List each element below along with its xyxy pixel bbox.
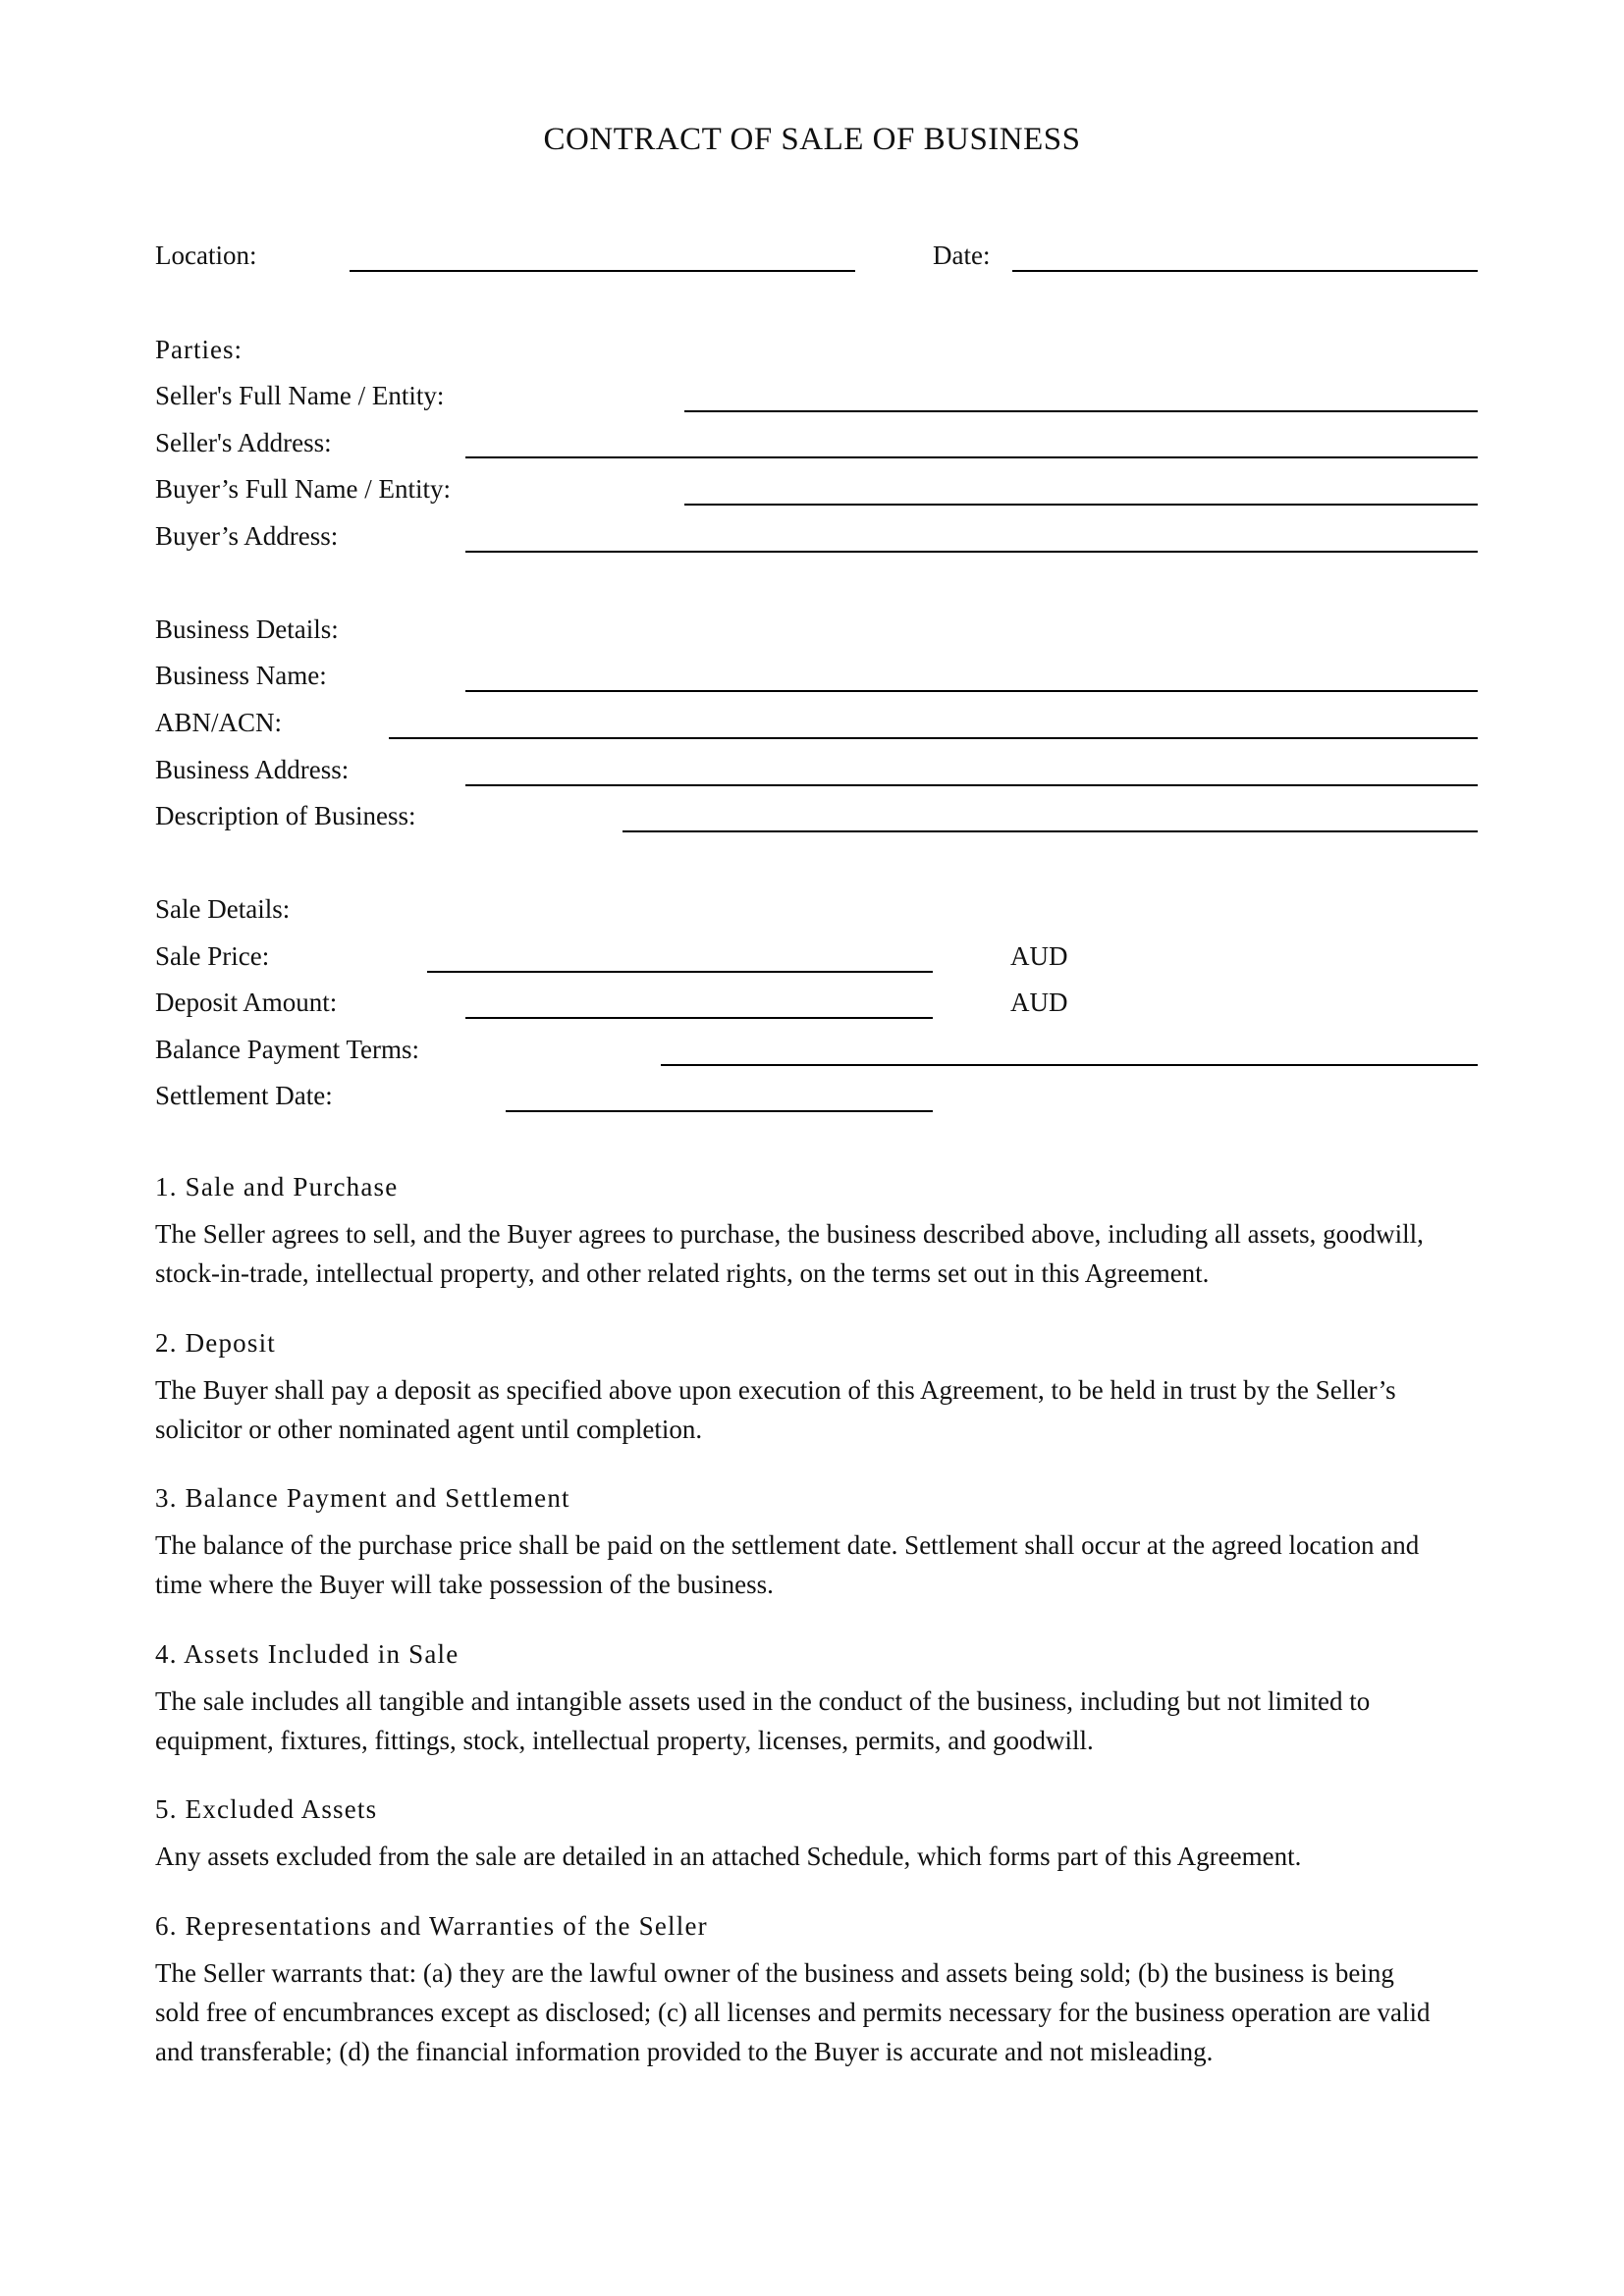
sale-price-field[interactable]: [427, 971, 933, 973]
abn-acn-field[interactable]: [389, 737, 1478, 739]
clause-heading: 3. Balance Payment and Settlement: [155, 1483, 570, 1513]
deposit-amount-currency: AUD: [1010, 988, 1068, 1017]
clause-heading: 2. Deposit: [155, 1328, 276, 1358]
business-name-field[interactable]: [465, 690, 1478, 692]
seller-address-label: Seller's Address:: [155, 428, 332, 457]
seller-name-label: Seller's Full Name / Entity:: [155, 381, 445, 410]
clause-line: time where the Buyer will take possession of the business.: [155, 1570, 774, 1599]
clause-heading: 6. Representations and Warranties of the Seller: [155, 1911, 708, 1941]
balance-terms-label: Balance Payment Terms:: [155, 1035, 420, 1064]
seller-address-field[interactable]: [465, 456, 1478, 458]
clause-heading: 5. Excluded Assets: [155, 1794, 378, 1824]
business-description-field[interactable]: [623, 830, 1478, 832]
business-details-heading: Business Details:: [155, 614, 339, 644]
date-field[interactable]: [1012, 270, 1478, 272]
location-label: Location:: [155, 240, 257, 270]
clause-body: [155, 1837, 1476, 1876]
business-description-label: Description of Business:: [155, 801, 416, 830]
business-name-label: Business Name:: [155, 661, 327, 690]
clause-line: solicitor or other nominated agent until completion.: [155, 1415, 703, 1444]
parties-heading: Parties:: [155, 335, 243, 364]
date-label: Date:: [933, 240, 991, 270]
deposit-amount-label: Deposit Amount:: [155, 988, 338, 1017]
buyer-address-field[interactable]: [465, 551, 1478, 553]
clause-line: The Seller warrants that: (a) they are the lawful owner of the business and assets being sold; (b) the business is being: [155, 1958, 1394, 1988]
settlement-date-field[interactable]: [506, 1110, 933, 1112]
clause-body: [155, 1953, 1476, 2071]
clause-body: [155, 1370, 1476, 1449]
clause-line: and transferable; (d) the financial information provided to the Buyer is accurate and not misleading.: [155, 2037, 1214, 2066]
seller-name-field[interactable]: [684, 410, 1478, 412]
clause-line: The sale includes all tangible and intangible assets used in the conduct of the business, including but not limited to: [155, 1686, 1371, 1716]
buyer-address-label: Buyer’s Address:: [155, 521, 339, 551]
sale-details-heading: Sale Details:: [155, 894, 291, 924]
buyer-name-field[interactable]: [684, 504, 1478, 506]
business-address-field[interactable]: [465, 784, 1478, 786]
clause-line: equipment, fixtures, fittings, stock, intellectual property, licenses, permits, and goodwill.: [155, 1726, 1094, 1755]
clause-body: [155, 1525, 1476, 1604]
clause-line: The balance of the purchase price shall be paid on the settlement date. Settlement shall occur at the agreed location and: [155, 1530, 1420, 1560]
deposit-amount-field[interactable]: [465, 1017, 933, 1019]
abn-acn-label: ABN/ACN:: [155, 708, 283, 737]
clause-body: [155, 1214, 1476, 1293]
business-address-label: Business Address:: [155, 755, 350, 784]
balance-terms-field[interactable]: [661, 1064, 1478, 1066]
buyer-name-label: Buyer’s Full Name / Entity:: [155, 474, 451, 504]
page-title: CONTRACT OF SALE OF BUSINESS: [543, 122, 1081, 157]
location-field[interactable]: [350, 270, 855, 272]
sale-price-label: Sale Price:: [155, 941, 270, 971]
clause-heading: 4. Assets Included in Sale: [155, 1639, 460, 1669]
sale-price-currency: AUD: [1010, 941, 1068, 971]
clause-line: sold free of encumbrances except as disclosed; (c) all licenses and permits necessary for the business operation are valid: [155, 1998, 1431, 2027]
clause-line: The Buyer shall pay a deposit as specified above upon execution of this Agreement, to be held in trust by the Seller’s: [155, 1375, 1396, 1405]
clause-body: [155, 1682, 1476, 1760]
clause-heading: 1. Sale and Purchase: [155, 1172, 399, 1201]
clause-line: stock-in-trade, intellectual property, and other related rights, on the terms set out in this Agreement.: [155, 1258, 1210, 1288]
settlement-date-label: Settlement Date:: [155, 1081, 333, 1110]
clause-line: Any assets excluded from the sale are detailed in an attached Schedule, which forms part of this Agreement.: [155, 1842, 1302, 1871]
clause-line: The Seller agrees to sell, and the Buyer agrees to purchase, the business described above, including all assets, goodwill,: [155, 1219, 1424, 1249]
